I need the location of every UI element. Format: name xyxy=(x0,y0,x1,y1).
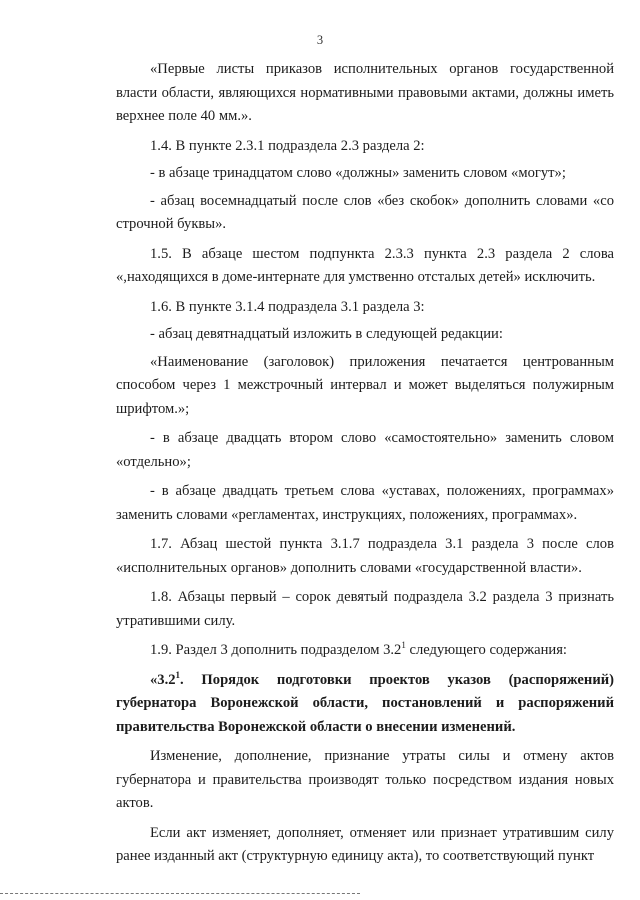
paragraph-amendment-detail: Если акт изменяет, дополняет, отменяет или признает утратившим силу ранее изданный акт (структурную единицу акта), то соответствующий пункт xyxy=(116,824,614,864)
paragraph-1-6-item-1: - абзац девятнадцатый изложить в следующей редакции: xyxy=(150,326,503,342)
heading-title: . Порядок подготовки проектов указов (распоряжений) губернатора Воронежской области, постановлений и распоряжений правительства Воронежской области о внесении изменений. xyxy=(116,671,614,735)
paragraph-1-9-text: 1.9. Раздел 3 дополнить подразделом 3.2 xyxy=(150,642,402,658)
paragraph-amendment-rule: Изменение, дополнение, признание утраты силы и отмену актов губернатора и правительства производят только посредством издания новых актов. xyxy=(116,748,614,811)
paragraph-1-6-quote: «Наименование (заголовок) приложения печатается центрованным способом через 1 межстрочный интервал и может выделяться полужирным шрифтом.»; xyxy=(116,353,614,417)
paragraph-1-6-item-3: - в абзаце двадцать третьем слова «уставах, положениях, программах» заменить словами «регламентах, инструкциях, положениях, программах». xyxy=(116,483,614,523)
paragraph-1-6-item-2: - в абзаце двадцать втором слово «самостоятельно» заменить словом «отдельно»; xyxy=(116,430,614,470)
paragraph-1-7: 1.7. Абзац шестой пункта 3.1.7 подраздела 3.1 раздела 3 после слов «исполнительных органов» дополнить словами «государственной власти». xyxy=(116,536,614,576)
bottom-divider xyxy=(0,893,360,895)
paragraph-1-9-tail: следующего содержания: xyxy=(405,642,567,658)
superscript: 1 xyxy=(175,669,181,680)
superscript: 1 xyxy=(401,640,406,651)
paragraph-1-4: 1.4. В пункте 2.3.1 подраздела 2.3 раздела 2: xyxy=(150,137,425,154)
paragraph-1-4-item-2: - абзац восемнадцатый после слов «без скобок» дополнить словами «со строчной буквы». xyxy=(116,192,614,232)
paragraph-1-9 xyxy=(116,639,614,663)
paragraph-1-8: 1.8. Абзацы первый – сорок девятый подраздела 3.2 раздела 3 признать утратившими силу. xyxy=(116,589,614,629)
heading-number: «3.2 xyxy=(150,671,176,688)
page-number: 3 xyxy=(316,33,324,47)
section-heading-3-2-1 xyxy=(116,669,614,740)
document-body xyxy=(116,58,614,875)
paragraph-1-4-item-1: - в абзаце тринадцатом слово «должны» заменить словом «могут»; xyxy=(150,165,566,181)
paragraph-quote-first-sheets: «Первые листы приказов исполнительных органов государственной власти области, являющихся нормативными правовыми актами, должны иметь верхнее поле 40 мм.». xyxy=(116,61,614,124)
paragraph-1-6: 1.6. В пункте 3.1.4 подраздела 3.1 раздела 3: xyxy=(150,298,425,315)
paragraph-1-5: 1.5. В абзаце шестом подпункта 2.3.3 пункта 2.3 раздела 2 слова «,находящихся в доме-интернате для умственно отсталых детей» исключить. xyxy=(116,245,614,285)
